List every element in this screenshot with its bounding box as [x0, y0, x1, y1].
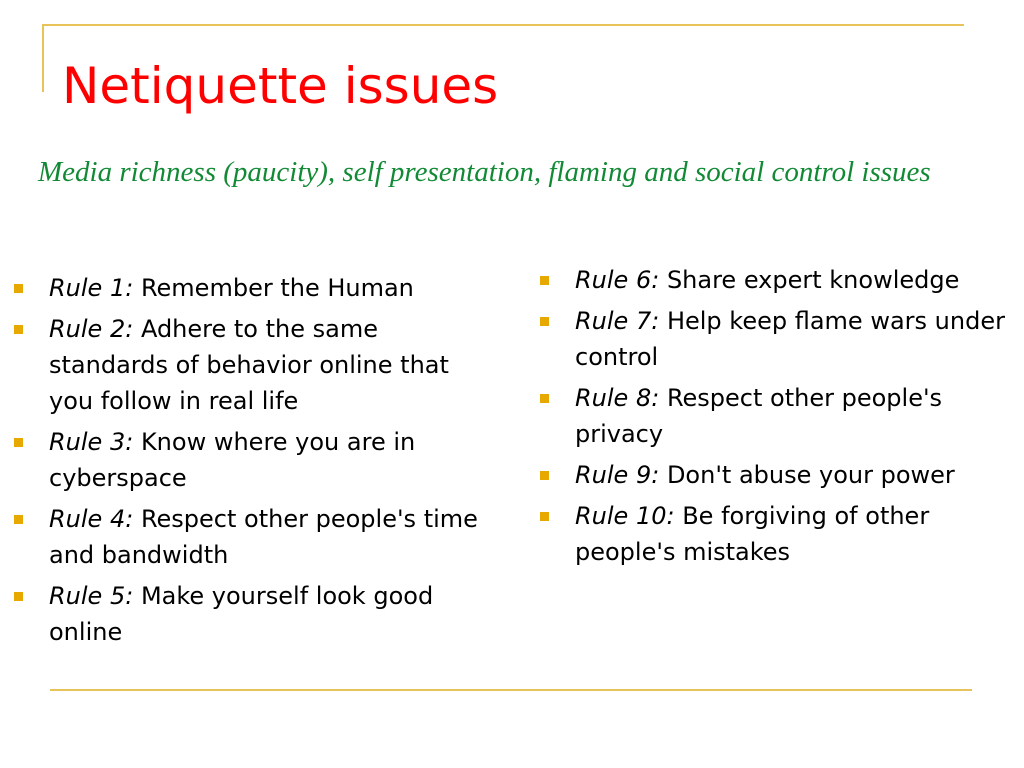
- slide-subtitle: Media richness (paucity), self presentation, flaming and social control issues: [38, 156, 931, 188]
- rule-text: Know where you are in cyberspace: [49, 428, 416, 492]
- rule-text: Remember the Human: [133, 274, 414, 302]
- rule-label: Rule 1:: [49, 274, 134, 302]
- top-accent-line: [44, 24, 964, 26]
- square-bullet-icon: [14, 438, 23, 447]
- rule-item: [540, 498, 1010, 570]
- rule-label: Rule 4:: [49, 505, 134, 533]
- rule-text: Make yourself look good online: [49, 582, 434, 646]
- rule-item: [540, 262, 1010, 298]
- rule-text: Don't abuse your power: [659, 461, 955, 489]
- rule-label: Rule 9:: [575, 461, 660, 489]
- slide-title: Netiquette issues: [62, 57, 499, 115]
- square-bullet-icon: [540, 276, 549, 285]
- square-bullet-icon: [540, 512, 549, 521]
- bottom-accent-line: [50, 689, 972, 691]
- rule-label: Rule 2:: [49, 315, 134, 343]
- square-bullet-icon: [540, 317, 549, 326]
- left-accent-line: [42, 24, 44, 92]
- square-bullet-icon: [14, 284, 23, 293]
- square-bullet-icon: [14, 325, 23, 334]
- rules-list-left: [14, 270, 494, 655]
- rules-list-right: [540, 262, 1010, 575]
- rule-item: [540, 303, 1010, 375]
- rule-label: Rule 8:: [575, 384, 660, 412]
- rule-label: Rule 7:: [575, 307, 660, 335]
- rule-text: Respect other people's time and bandwidth: [49, 505, 478, 569]
- square-bullet-icon: [540, 471, 549, 480]
- rule-label: Rule 10:: [575, 502, 675, 530]
- rule-text: Respect other people's privacy: [575, 384, 943, 448]
- rule-label: Rule 6:: [575, 266, 660, 294]
- rule-item: [540, 457, 1010, 493]
- rule-label: Rule 3:: [49, 428, 134, 456]
- rule-label: Rule 5:: [49, 582, 134, 610]
- rule-text: Help keep flame wars under control: [575, 307, 1005, 371]
- rule-item: [540, 380, 1010, 452]
- rule-text: Share expert knowledge: [659, 266, 960, 294]
- rule-item: [14, 501, 494, 573]
- rule-item: [14, 270, 494, 306]
- rule-item: [14, 311, 494, 419]
- rule-text: Adhere to the same standards of behavior online that you follow in real life: [49, 315, 449, 415]
- rule-item: [14, 578, 494, 650]
- square-bullet-icon: [540, 394, 549, 403]
- rule-text: Be forgiving of other people's mistakes: [575, 502, 930, 566]
- square-bullet-icon: [14, 515, 23, 524]
- square-bullet-icon: [14, 592, 23, 601]
- rule-item: [14, 424, 494, 496]
